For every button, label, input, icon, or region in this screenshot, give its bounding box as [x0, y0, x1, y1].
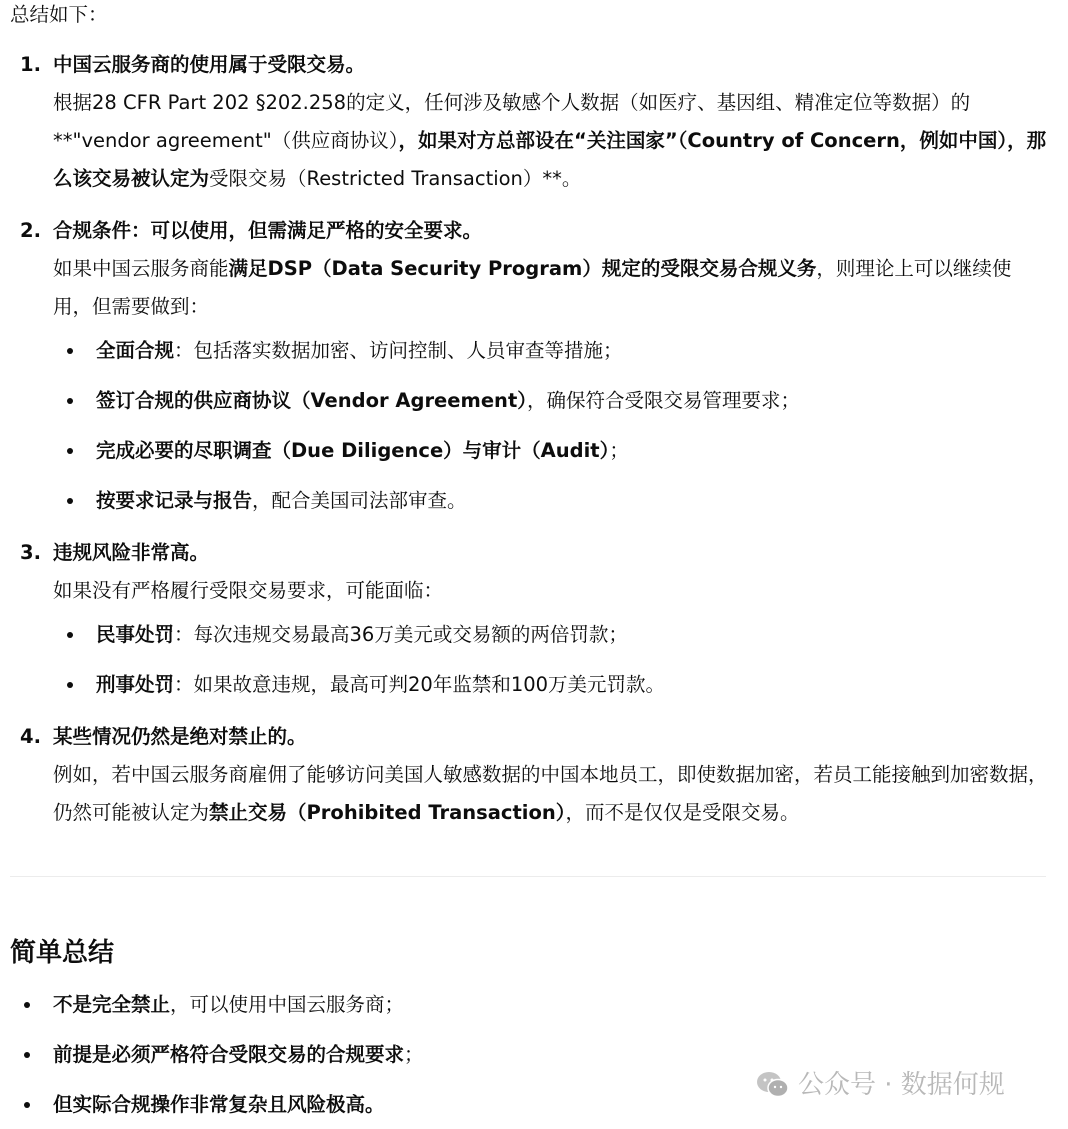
- item-paragraph: 根据28 CFR Part 202 §202.258的定义，任何涉及敏感个人数据（如医疗、基因组、精准定位等数据）的**"vendor agreement"（供应商协议），如果对方总部设在“关注国家”（Country of Concern，例如中国），那么该交易被认定为受限交易（Restricted Transaction）**。: [53, 91, 1047, 190]
- ordered-item-2: [10, 212, 1050, 520]
- intro-text: 总结如下：: [10, 3, 108, 26]
- list-item: 刑事处罚：如果故意违规，最高可判20年监禁和100万美元罚款。: [53, 666, 1050, 704]
- list-item: 民事处罚：每次违规交易最高36万美元或交易额的两倍罚款；: [53, 616, 1050, 654]
- ordered-item-1: [10, 46, 1050, 198]
- item-paragraph: 如果中国云服务商能满足DSP（Data Security Program）规定的受限交易合规义务，则理论上可以继续使用，但需要做到：: [53, 257, 1012, 318]
- bullet-dot-icon: [67, 448, 73, 454]
- item-title: 合规条件：可以使用，但需满足严格的安全要求。: [53, 219, 483, 242]
- item-number: 2.: [20, 219, 41, 242]
- bullet-dot-icon: [24, 1102, 30, 1108]
- ordered-item-3: [10, 534, 1050, 704]
- list-item: 签订合规的供应商协议（Vendor Agreement），确保符合受限交易管理要求；: [53, 382, 1050, 420]
- list-item: 前提是必须严格符合受限交易的合规要求；: [10, 1036, 710, 1074]
- summary-list: [10, 986, 710, 1124]
- bullet-list: [53, 616, 1050, 704]
- item-number: 4.: [20, 725, 41, 748]
- bullet-dot-icon: [67, 682, 73, 688]
- summary-heading: 简单总结: [10, 938, 115, 968]
- bullet-list: [53, 332, 1050, 520]
- item-paragraph: 例如，若中国云服务商雇佣了能够访问美国人敏感数据的中国本地员工，即使数据加密，若员工能接触到加密数据，仍然可能被认定为禁止交易（Prohibited Transaction），而不是仅仅是受限交易。: [53, 763, 1048, 824]
- list-item: 完成必要的尽职调查（Due Diligence）与审计（Audit）；: [53, 432, 1050, 470]
- bullet-dot-icon: [24, 1052, 30, 1058]
- bullet-dot-icon: [67, 348, 73, 354]
- bullet-dot-icon: [24, 1002, 30, 1008]
- list-item: 全面合规：包括落实数据加密、访问控制、人员审查等措施；: [53, 332, 1050, 370]
- item-number: 1.: [20, 53, 41, 76]
- bullet-dot-icon: [67, 498, 73, 504]
- item-title: 中国云服务商的使用属于受限交易。: [53, 53, 366, 76]
- bullet-dot-icon: [67, 632, 73, 638]
- watermark-text: 公众号 · 数据何规: [798, 1070, 1005, 1100]
- list-item: 但实际合规操作非常复杂且风险极高。: [10, 1086, 710, 1124]
- list-item: 不是完全禁止，可以使用中国云服务商；: [10, 986, 710, 1024]
- section-divider: [10, 876, 1046, 877]
- item-title: 某些情况仍然是绝对禁止的。: [53, 725, 307, 748]
- item-paragraph: 如果没有严格履行受限交易要求，可能面临：: [53, 579, 444, 602]
- article-content: [10, 0, 1050, 832]
- ordered-item-4: [10, 718, 1050, 832]
- list-item: 按要求记录与报告，配合美国司法部审查。: [53, 482, 1050, 520]
- wechat-icon: [756, 1070, 790, 1100]
- wechat-watermark: [756, 1066, 1005, 1104]
- item-number: 3.: [20, 541, 41, 564]
- bullet-dot-icon: [67, 398, 73, 404]
- item-title: 违规风险非常高。: [53, 541, 210, 564]
